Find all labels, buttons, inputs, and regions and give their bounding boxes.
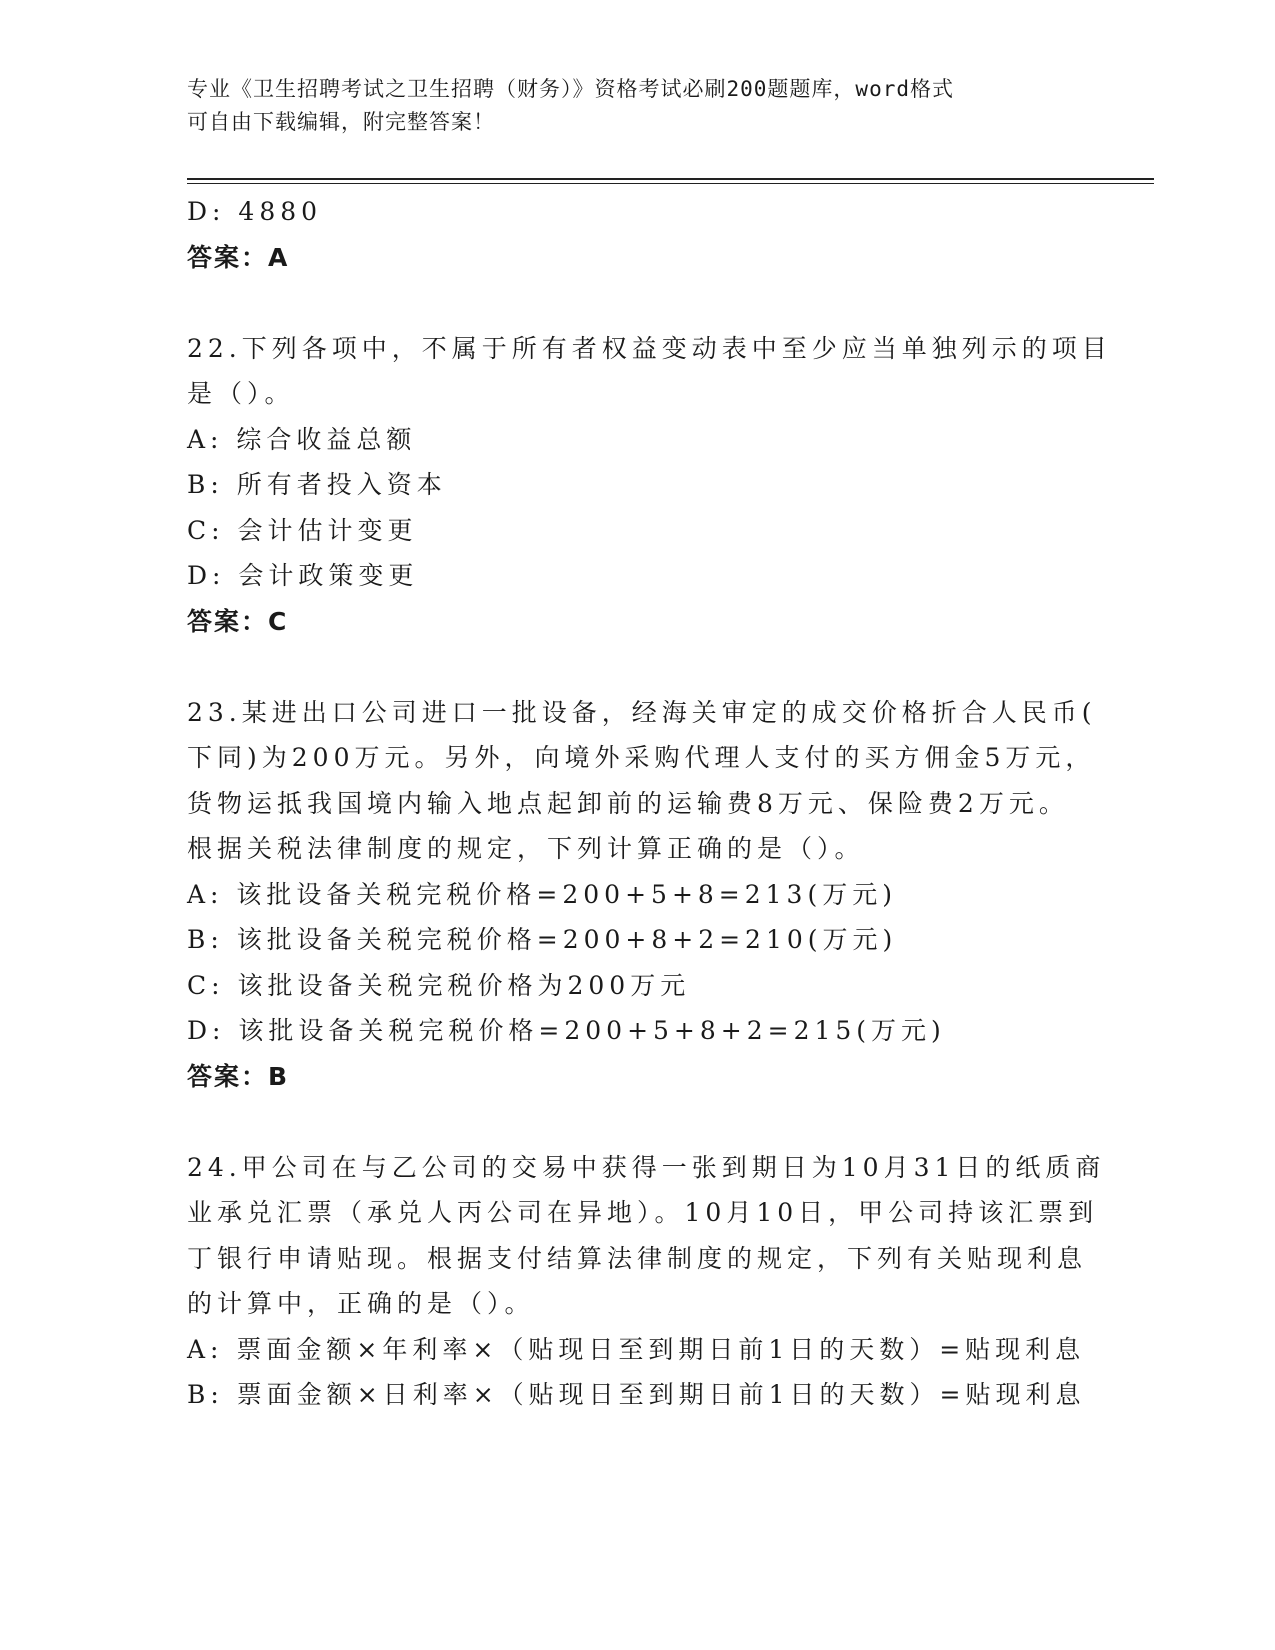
- header-rule-thin: [187, 183, 1154, 184]
- question-22: [187, 326, 1112, 645]
- question-stem: 22.下列各项中，不属于所有者权益变动表中至少应当单独列示的项目: [187, 333, 1112, 363]
- option-d: D: 会计政策变更: [187, 561, 419, 590]
- option-a: A: 综合收益总额: [187, 424, 417, 454]
- question-stem: 根据关税法律制度的规定，下列计算正确的是（）。: [187, 834, 865, 863]
- answer-line: 答案：C: [187, 606, 289, 636]
- option-a: A: 该批设备关税完税价格=200+5+8=213(万元): [187, 879, 897, 909]
- header-title-line-1: 专业《卫生招聘考试之卫生招聘（财务）》资格考试必刷200题题库，word格式: [187, 77, 954, 101]
- spacer: [187, 280, 1087, 326]
- spacer: [187, 644, 1087, 690]
- option-b: B: 票面金额×日利率×（贴现日至到期日前1日的天数）=贴现利息: [187, 1380, 1086, 1409]
- question-stem: 货物运抵我国境内输入地点起卸前的运输费8万元、保险费2万元。: [187, 788, 1069, 818]
- option-a: A: 票面金额×年利率×（贴现日至到期日前1日的天数）=贴现利息: [187, 1334, 1086, 1364]
- question-stem: 业承兑汇票（承兑人丙公司在异地）。10月10日，甲公司持该汇票到: [187, 1198, 1099, 1227]
- option-b: B: 所有者投入资本: [187, 470, 447, 499]
- question-24: [187, 1145, 1106, 1418]
- answer-line: 答案：B: [187, 1061, 290, 1091]
- question-stem: 丁银行申请贴现。根据支付结算法律制度的规定，下列有关贴现利息: [187, 1243, 1088, 1273]
- question-list: [187, 189, 1112, 1418]
- question-stem: 23.某进出口公司进口一批设备，经海关审定的成交价格折合人民币(: [187, 697, 1097, 727]
- header-title-line-2: 可自由下载编辑，附完整答案！: [187, 110, 495, 134]
- previous-question-tail: [187, 189, 1087, 280]
- question-23: [187, 690, 1097, 1100]
- page-header: [187, 73, 1087, 139]
- option-d: D: 该批设备关税完税价格=200+5+8+2=215(万元): [187, 1016, 946, 1045]
- question-stem: 是（）。: [187, 379, 295, 408]
- question-stem: 下同)为200万元。另外，向境外采购代理人支付的买方佣金5万元，: [187, 743, 1096, 772]
- answer-line: 答案：A: [187, 242, 290, 272]
- option-c: C: 会计估计变更: [187, 515, 418, 545]
- option-c: C: 该批设备关税完税价格为200万元: [187, 970, 691, 1000]
- question-stem: 24.甲公司在与乙公司的交易中获得一张到期日为10月31日的纸质商: [187, 1152, 1106, 1182]
- question-stem: 的计算中，正确的是（）。: [187, 1289, 535, 1318]
- header-rule-thick: [187, 178, 1154, 180]
- option-d: D: 4880: [187, 197, 323, 226]
- option-b: B: 该批设备关税完税价格=200+8+2=210(万元): [187, 925, 898, 954]
- spacer: [187, 1099, 1087, 1145]
